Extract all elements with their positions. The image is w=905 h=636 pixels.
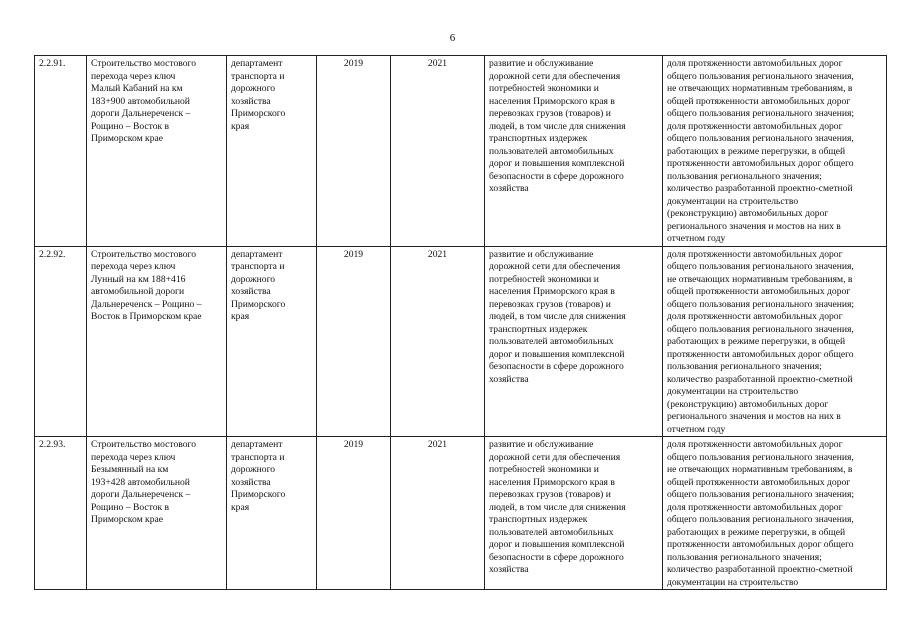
text-line: хозяйства [489, 564, 529, 575]
text-line: транспортных издержек [489, 133, 588, 144]
text-line: дорожной сети для обеспечения [489, 70, 621, 82]
measure-name-cell [87, 56, 227, 247]
start-year: 2019 [317, 437, 391, 590]
text-line: дорожного [231, 464, 276, 475]
text-line: доля протяженности автомобильных дорог [667, 501, 843, 513]
text-line: протяженности автомобильных дорог общего [667, 348, 854, 360]
text-line: края [231, 501, 250, 513]
text-line: пользования регионального значения; [667, 170, 822, 182]
text-line: края [231, 120, 250, 132]
row-number: 2.2.92. [35, 246, 87, 437]
start-year: 2019 [317, 56, 391, 247]
text-line: хозяйства [489, 183, 529, 194]
text-line: общего пользования регионального значения, [667, 70, 854, 82]
text-line: (реконструкцию) автомобильных дорог [667, 208, 829, 219]
text-line: потребностей экономики и [489, 83, 599, 94]
text-line: Приморском крае [91, 514, 164, 525]
text-line: транспортных издержек [489, 514, 588, 525]
responsible-executor-cell [227, 56, 317, 247]
text-line: развитие и обслуживание [489, 248, 594, 260]
text-line: общей протяженности автомобильных дорог [667, 95, 851, 107]
indicators-cell [663, 246, 887, 437]
text-line: автомобильной дороги [91, 286, 185, 297]
row-number: 2.2.91. [35, 56, 87, 247]
text-line: общего пользования регионального значения; [667, 108, 855, 119]
text-line: хозяйства [489, 373, 529, 385]
text-line: департамент [231, 439, 283, 450]
end-year: 2021 [391, 437, 485, 590]
text-line: Безымянный на км [91, 464, 169, 475]
text-line: пользователей автомобильных [489, 336, 614, 347]
start-year: 2019 [317, 246, 391, 437]
indicators-cell [663, 437, 887, 590]
activities-table [34, 55, 887, 590]
text-line: населения Приморского края в [489, 476, 615, 488]
text-line: населения Приморского края в [489, 95, 615, 107]
text-line: перехода через ключ [91, 451, 176, 463]
text-line: общего пользования регионального значения; [667, 298, 855, 310]
text-line: доля протяженности автомобильных дорог [667, 58, 843, 69]
text-line: дорог и повышения комплексной [489, 158, 625, 169]
text-line: населения Приморского края в [489, 286, 615, 297]
text-line: дороги Дальнереченск – [91, 108, 191, 119]
text-line: людей, в том числе для снижения [489, 501, 626, 513]
text-line: Рощино – Восток в [91, 501, 170, 513]
text-line: пользования регионального значения; [667, 551, 822, 563]
text-line: безопасности в сфере дорожного [489, 551, 624, 563]
text-line: развитие и обслуживание [489, 439, 594, 450]
text-line: Строительство мостового [91, 248, 197, 260]
expected-result-cell [485, 56, 663, 247]
text-line: пользователей автомобильных [489, 526, 614, 538]
text-line: людей, в том числе для снижения [489, 311, 626, 322]
text-line: Малый Кабаний на км [91, 83, 183, 94]
text-line: края [231, 311, 250, 322]
text-line: дорог и повышения комплексной [489, 539, 625, 550]
table-row [35, 56, 887, 247]
text-line: документации на строительство [667, 386, 799, 397]
text-line: дорожного [231, 273, 276, 285]
text-line: регионального значения и мостов на них в [667, 220, 841, 232]
text-line: Восток в Приморском крае [91, 311, 202, 322]
text-line: общего пользования регионального значения, [667, 261, 854, 272]
text-line: перевозках грузов (товаров) и [489, 108, 611, 119]
text-line: протяженности автомобильных дорог общего [667, 158, 854, 169]
text-line: пользователей автомобильных [489, 145, 614, 157]
text-line: перехода через ключ [91, 261, 176, 272]
text-line: количество разработанной проектно-сметной [667, 183, 853, 194]
text-line: общего пользования регионального значения, [667, 133, 854, 144]
text-line: безопасности в сфере дорожного [489, 361, 624, 372]
text-line: 183+900 автомобильной [91, 95, 190, 107]
text-line: общего пользования регионального значения, [667, 323, 854, 335]
row-number: 2.2.93. [35, 437, 87, 590]
text-line: документации на строительство [667, 195, 799, 207]
text-line: хозяйства [231, 286, 271, 297]
text-line: Дальнереченск – Рощино – [91, 298, 202, 310]
text-line: 193+428 автомобильной [91, 476, 190, 488]
text-line: Строительство мостового [91, 58, 197, 69]
text-line: количество разработанной проектно-сметной [667, 564, 853, 575]
table-row [35, 246, 887, 437]
text-line: транспорта и [231, 451, 285, 463]
text-line: Лунный на км 188+416 [91, 273, 186, 285]
text-line: перехода через ключ [91, 70, 176, 82]
table-row [35, 437, 887, 590]
text-line: дорог и повышения комплексной [489, 348, 625, 360]
text-line: регионального значения и мостов на них в [667, 411, 841, 422]
text-line: дороги Дальнереченск – [91, 489, 191, 500]
text-line: работающих в режиме перегрузки, в общей [667, 145, 846, 157]
text-line: транспорта и [231, 70, 285, 82]
text-line: хозяйства [231, 476, 271, 488]
expected-result-cell [485, 246, 663, 437]
text-line: потребностей экономики и [489, 273, 599, 285]
text-line: перевозках грузов (товаров) и [489, 298, 611, 310]
text-line: не отвечающих нормативным требованиям, в [667, 464, 853, 475]
text-line: общей протяженности автомобильных дорог [667, 286, 851, 297]
text-line: департамент [231, 58, 283, 69]
text-line: общего пользования регионального значения, [667, 514, 854, 525]
text-line: безопасности в сфере дорожного [489, 170, 624, 182]
page-number: 6 [449, 32, 456, 44]
text-line: Приморском крае [91, 133, 164, 144]
text-line: Приморского [231, 489, 286, 500]
text-line: дорожного [231, 83, 276, 94]
text-line: общей протяженности автомобильных дорог [667, 476, 851, 488]
end-year: 2021 [391, 246, 485, 437]
end-year: 2021 [391, 56, 485, 247]
text-line: работающих в режиме перегрузки, в общей [667, 526, 846, 538]
indicators-cell [663, 56, 887, 247]
text-line: развитие и обслуживание [489, 58, 594, 69]
text-line: отчетном году [667, 233, 726, 244]
text-line: доля протяженности автомобильных дорог [667, 248, 843, 260]
text-line: Приморского [231, 298, 286, 310]
text-line: (реконструкцию) автомобильных дорог [667, 398, 829, 410]
text-line: документации на строительство [667, 576, 799, 588]
measure-name-cell [87, 437, 227, 590]
text-line: Приморского [231, 108, 286, 119]
text-line: потребностей экономики и [489, 464, 599, 475]
text-line: общего пользования регионального значения; [667, 489, 855, 500]
text-line: доля протяженности автомобильных дорог [667, 311, 843, 322]
text-line: работающих в режиме перегрузки, в общей [667, 336, 846, 347]
text-line: Строительство мостового [91, 439, 197, 450]
text-line: департамент [231, 248, 283, 260]
text-line: дорожной сети для обеспечения [489, 451, 621, 463]
text-line: не отвечающих нормативным требованиям, в [667, 273, 853, 285]
text-line: Рощино – Восток в [91, 120, 170, 132]
text-line: общего пользования регионального значения, [667, 451, 854, 463]
text-line: хозяйства [231, 95, 271, 107]
text-line: доля протяженности автомобильных дорог [667, 439, 843, 450]
measure-name-cell [87, 246, 227, 437]
text-line: перевозках грузов (товаров) и [489, 489, 611, 500]
text-line: доля протяженности автомобильных дорог [667, 120, 843, 132]
text-line: дорожной сети для обеспечения [489, 261, 621, 272]
text-line: отчетном году [667, 423, 726, 435]
text-line: не отвечающих нормативным требованиям, в [667, 83, 853, 94]
responsible-executor-cell [227, 246, 317, 437]
text-line: протяженности автомобильных дорог общего [667, 539, 854, 550]
text-line: транспорта и [231, 261, 285, 272]
responsible-executor-cell [227, 437, 317, 590]
text-line: пользования регионального значения; [667, 361, 822, 372]
text-line: людей, в том числе для снижения [489, 120, 626, 132]
expected-result-cell [485, 437, 663, 590]
text-line: транспортных издержек [489, 323, 588, 335]
text-line: количество разработанной проектно-сметной [667, 373, 853, 385]
